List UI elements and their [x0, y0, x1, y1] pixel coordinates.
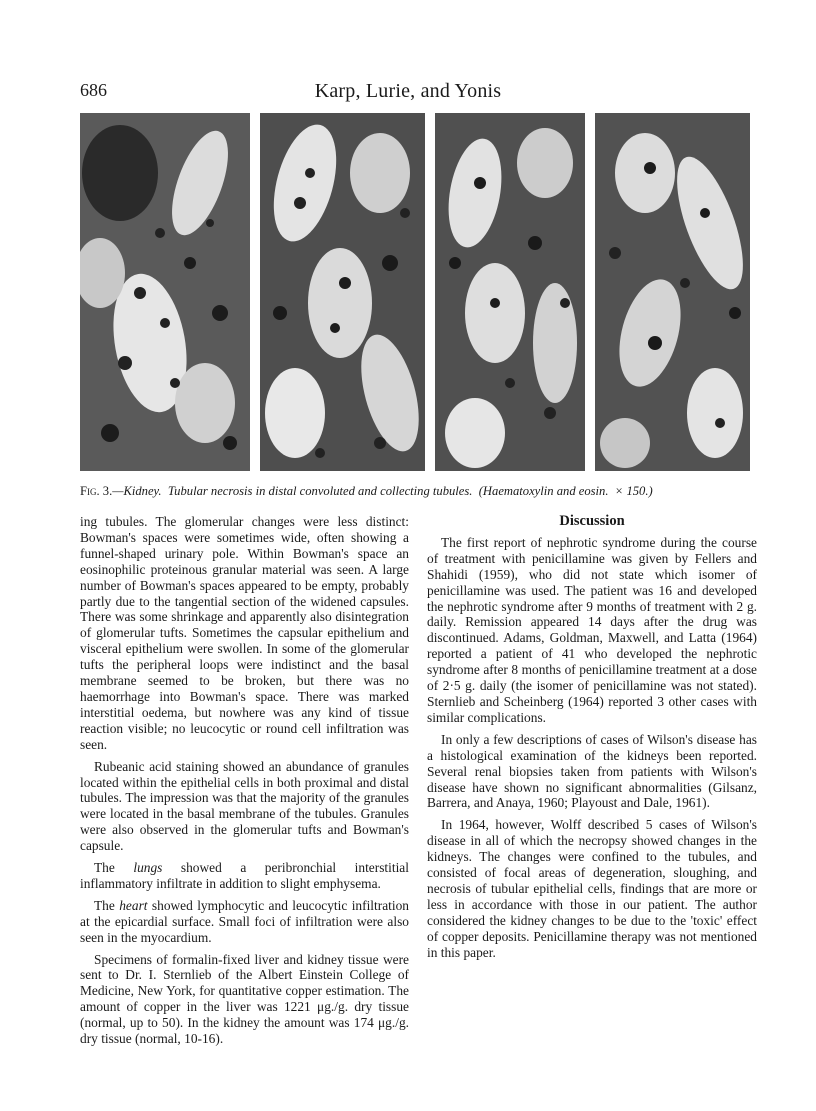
paragraph-copper-estimation: Specimens of formalin-fixed liver and kidney tissue were sent to Dr. I. Sternlieb of the Albert Einstein College of Medicine, New York, for quantitative copper estimation. The amount of copper in the liver was 1221 μg./g. dry tissue (normal, up to 50). In the kidney the amount was 174 μg./g. dry tissue (normal, 10-16).	[80, 951, 409, 1047]
paragraph-wolff: In 1964, however, Wolff described 5 cases of Wilson's disease in all of which the necropsy showed changes in the kidneys. The changes were confined to the tubules, and consisted of focal areas of degeneration, sloughing, and necrosis of tubular epithelial cells, findings that are more or less in accordance with those in our patient. The author considered the kidney changes to be due to the 'toxic' effect of copper deposits. Penicillamine therapy was not mentioned in this paper.	[427, 817, 757, 960]
figure-stain: (Haematoxylin and eosin.	[478, 484, 609, 498]
micrograph-panel-2	[260, 113, 425, 471]
paragraph-heart	[80, 898, 409, 946]
paragraph-histology: In only a few descriptions of cases of Wilson's disease has a histological examination of the kidneys been reported. Several renal biopsies taken from patients with Wilson's disease have shown no significant abnormalities (Gilsanz, Barrera, and Anaya, 1960; Playoust and Dale, 1961).	[427, 731, 757, 811]
heart-lead: The	[94, 897, 115, 913]
left-column	[80, 514, 409, 1053]
page-number: 686	[80, 80, 107, 100]
paragraph-rubeanic-acid: Rubeanic acid staining showed an abundance of granules located within the epithelial cells in both proximal and distal tubules. The impression was that the majority of the granules were located in the basal membrane of the tubules. Granules were also observed in the glomerular tufts and Bowman's capsule.	[80, 758, 409, 854]
figure-label: Fig. 3.	[80, 484, 113, 498]
figure-caption	[80, 484, 760, 499]
figure-title: —Kidney.	[112, 484, 162, 498]
paragraph-glomerular: ing tubules. The glomerular changes were less distinct: Bowman's spaces were sometimes wide, often showing a funnel-shaped urinary pole. Within Bowman's space an eosinophilic proteinous granular material was seen. A large number of Bowman's spaces appeared to be empty, probably partly due to the tangential section of the widened capsules. There was some shrinkage and apparently also disintegration of glomerular tufts. Sometimes the capsular epithelium and visceral epithelium were swollen. In some of the glomerular tufts the peripheral loops were indistinct and the basal membrane seemed to be broken, but there was no haemorrhage into Bowman's space. There was marked interstitial oedema, but nowhere was any kind of tissue reaction visible; no leucocytic or round cell infiltration was seen.	[80, 514, 409, 752]
figure-magnification: × 150.)	[614, 484, 653, 498]
section-heading-discussion: Discussion	[559, 513, 625, 529]
micrograph-panel-1	[80, 113, 250, 471]
figure-caption-text: Tubular necrosis in distal convoluted and collecting tubules.	[167, 484, 473, 498]
heart-term: heart	[119, 897, 148, 913]
right-column	[427, 514, 757, 966]
micrograph-panel-4	[595, 113, 750, 471]
lungs-lead: The	[94, 860, 115, 876]
paragraph-first-report: The first report of nephrotic syndrome during the course of treatment with penicillamine was given by Fellers and Shahidi (1959), who did not state which isomer of penicillamine was used. The patient was 16 and developed the nephrotic syndrome after 9 months of treatment with 2 g. daily. Remission appeared 14 days after the drug was discontinued. Adams, Goldman, Maxwell, and Latta (1964) reported a patient of 41 who developed the nephrotic syndrome after 8 months of penicillamine treatment at a dose of 2·5 g. daily (the isomer of penicillamine was not stated). Sternlieb and Scheinberg (1964) reported 3 other cases with similar complications.	[427, 534, 757, 725]
heart-rest: showed lymphocytic and leucocytic infiltration at the epicardial surface. Small foci of infiltration were also seen in the myocardium.	[80, 897, 409, 945]
micrograph-panel-3	[435, 113, 585, 471]
figure-kidney-micrographs	[80, 113, 750, 471]
lungs-rest: showed a peribronchial interstitial inflammatory infiltrate in addition to slight emphysema.	[80, 860, 409, 891]
paragraph-lungs	[80, 860, 409, 892]
lungs-term: lungs	[133, 860, 163, 876]
running-head: Karp, Lurie, and Yonis	[314, 80, 502, 102]
